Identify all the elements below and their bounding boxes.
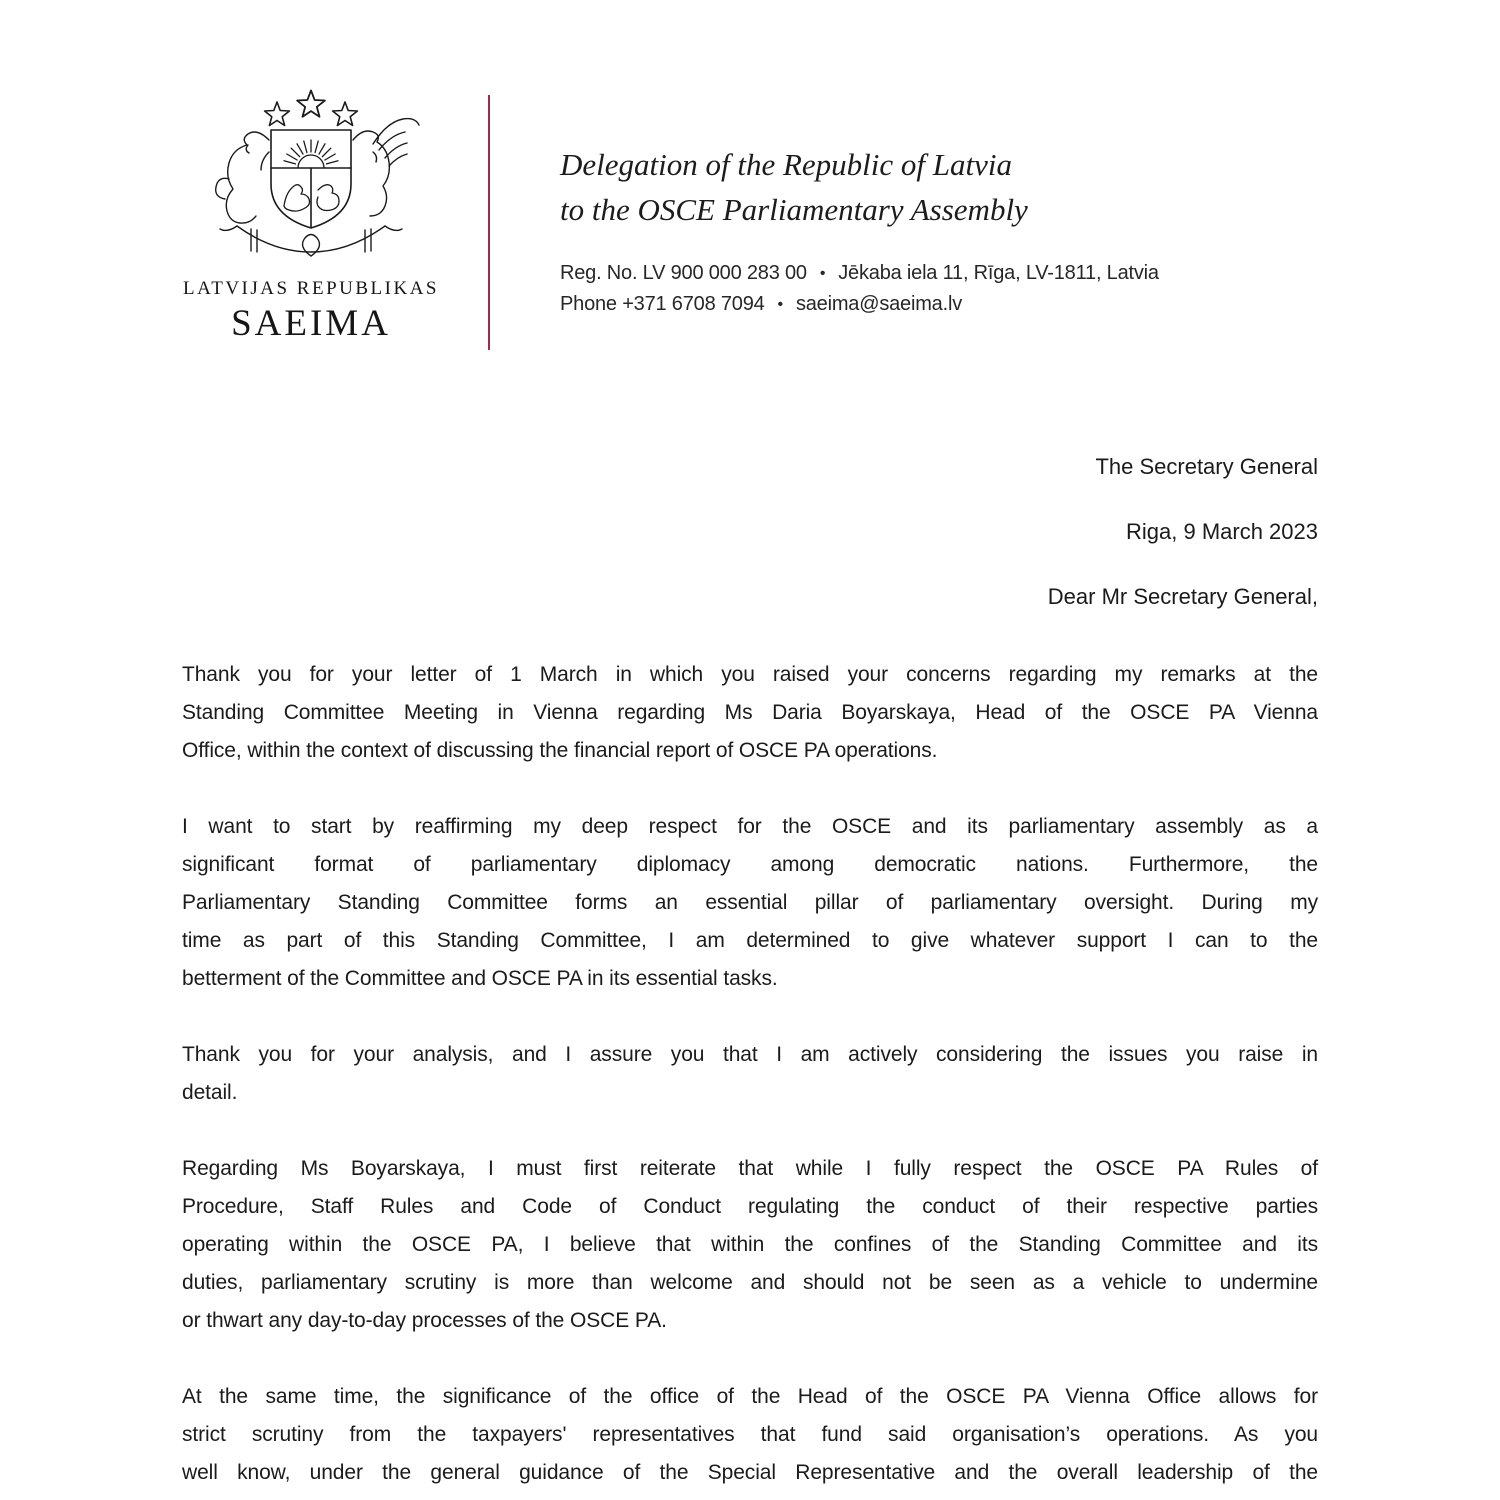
quadrant-lion-icon — [284, 185, 310, 211]
supporter-lion-icon — [216, 132, 269, 223]
text-line: Standing Committee Meeting in Vienna regarding Ms Daria Boyarskaya, Head of the OSCE PA Vienna — [182, 701, 1318, 724]
emblem-caption-line1: LATVIJAS REPUBLIKAS — [183, 278, 439, 299]
text-line: time as part of this Standing Committee, I am determined to give whatever support I can to the — [182, 929, 1318, 952]
text-line: At the same time, the significance of the office of the Head of the OSCE PA Vienna Office allows for — [182, 1385, 1318, 1408]
text-line: Office, within the context of discussing the financial report of OSCE PA operations. — [182, 739, 938, 762]
text-line: I want to start by reaffirming my deep respect for the OSCE and its parliamentary assembly as a — [182, 815, 1318, 838]
emblem-caption-line2: SAEIMA — [231, 303, 391, 344]
org-title-line1: Delegation of the Republic of Latvia — [560, 147, 1012, 182]
contact-line1 — [560, 258, 1159, 289]
saeima-logo-block — [178, 88, 444, 345]
quadrant-griffin-icon — [317, 185, 339, 211]
supporter-griffin-icon — [353, 119, 419, 216]
base-ribbon-icon — [220, 226, 402, 256]
text-line: duties, parliamentary scrutiny is more than welcome and should not be seen as a vehicle to undermine — [182, 1271, 1318, 1294]
text-line: betterment of the Committee and OSCE PA in its essential tasks. — [182, 967, 778, 990]
letter-content — [182, 452, 1318, 1492]
text-line: Thank you for your letter of 1 March in which you raised your concerns regarding my remarks at the — [182, 663, 1318, 686]
contact-block — [560, 258, 1159, 320]
text-line: operating within the OSCE PA, I believe that within the confines of the Standing Committee and its — [182, 1233, 1318, 1256]
letter-body — [182, 656, 1318, 1492]
postal-address: Jēkaba iela 11, Rīga, LV-1811, Latvia — [838, 262, 1159, 284]
text-line: strict scrutiny from the taxpayers' representatives that fund said organisation’s operations. As you — [182, 1423, 1318, 1446]
recipient-line: The Secretary General — [1095, 454, 1318, 479]
text-line: Regarding Ms Boyarskaya, I must first reiterate that while I fully respect the OSCE PA Rules of — [182, 1157, 1318, 1180]
email-address: saeima@saeima.lv — [795, 293, 963, 315]
stars-icon — [265, 90, 358, 125]
paragraph — [182, 808, 1318, 998]
contact-line2 — [560, 289, 1159, 320]
text-line: Parliamentary Standing Committee forms an essential pillar of parliamentary oversight. During my — [182, 891, 1318, 914]
paragraph — [182, 1378, 1318, 1492]
text-line: or thwart any day-to-day processes of the OSCE PA. — [182, 1309, 667, 1332]
paragraph — [182, 656, 1318, 770]
letterhead-block — [560, 142, 1159, 320]
phone-number: Phone +371 6708 7094 — [560, 293, 765, 315]
text-line: well know, under the general guidance of the Special Representative and the overall leadership of the — [182, 1461, 1318, 1484]
salutation-line: Dear Mr Secretary General, — [1047, 584, 1318, 609]
paragraph — [182, 1036, 1318, 1112]
text-line: Procedure, Staff Rules and Code of Conduct regulating the conduct of their respective parties — [182, 1195, 1318, 1218]
bullet-separator-icon: • — [819, 265, 826, 282]
latvia-coat-of-arms-icon — [191, 88, 431, 270]
header-divider-line — [488, 95, 490, 350]
reg-number: Reg. No. LV 900 000 283 00 — [560, 262, 807, 284]
org-title-line2: to the OSCE Parliamentary Assembly — [560, 192, 1028, 227]
bullet-separator-icon: • — [777, 296, 783, 313]
paragraph — [182, 1150, 1318, 1340]
text-line: Thank you for your analysis, and I assure you that I am actively considering the issues you raise in — [182, 1043, 1318, 1066]
date-line: Riga, 9 March 2023 — [1126, 519, 1318, 544]
rising-sun-icon — [284, 140, 338, 168]
text-line: significant format of parliamentary diplomacy among democratic nations. Furthermore, the — [182, 853, 1318, 876]
text-line: detail. — [182, 1081, 238, 1104]
